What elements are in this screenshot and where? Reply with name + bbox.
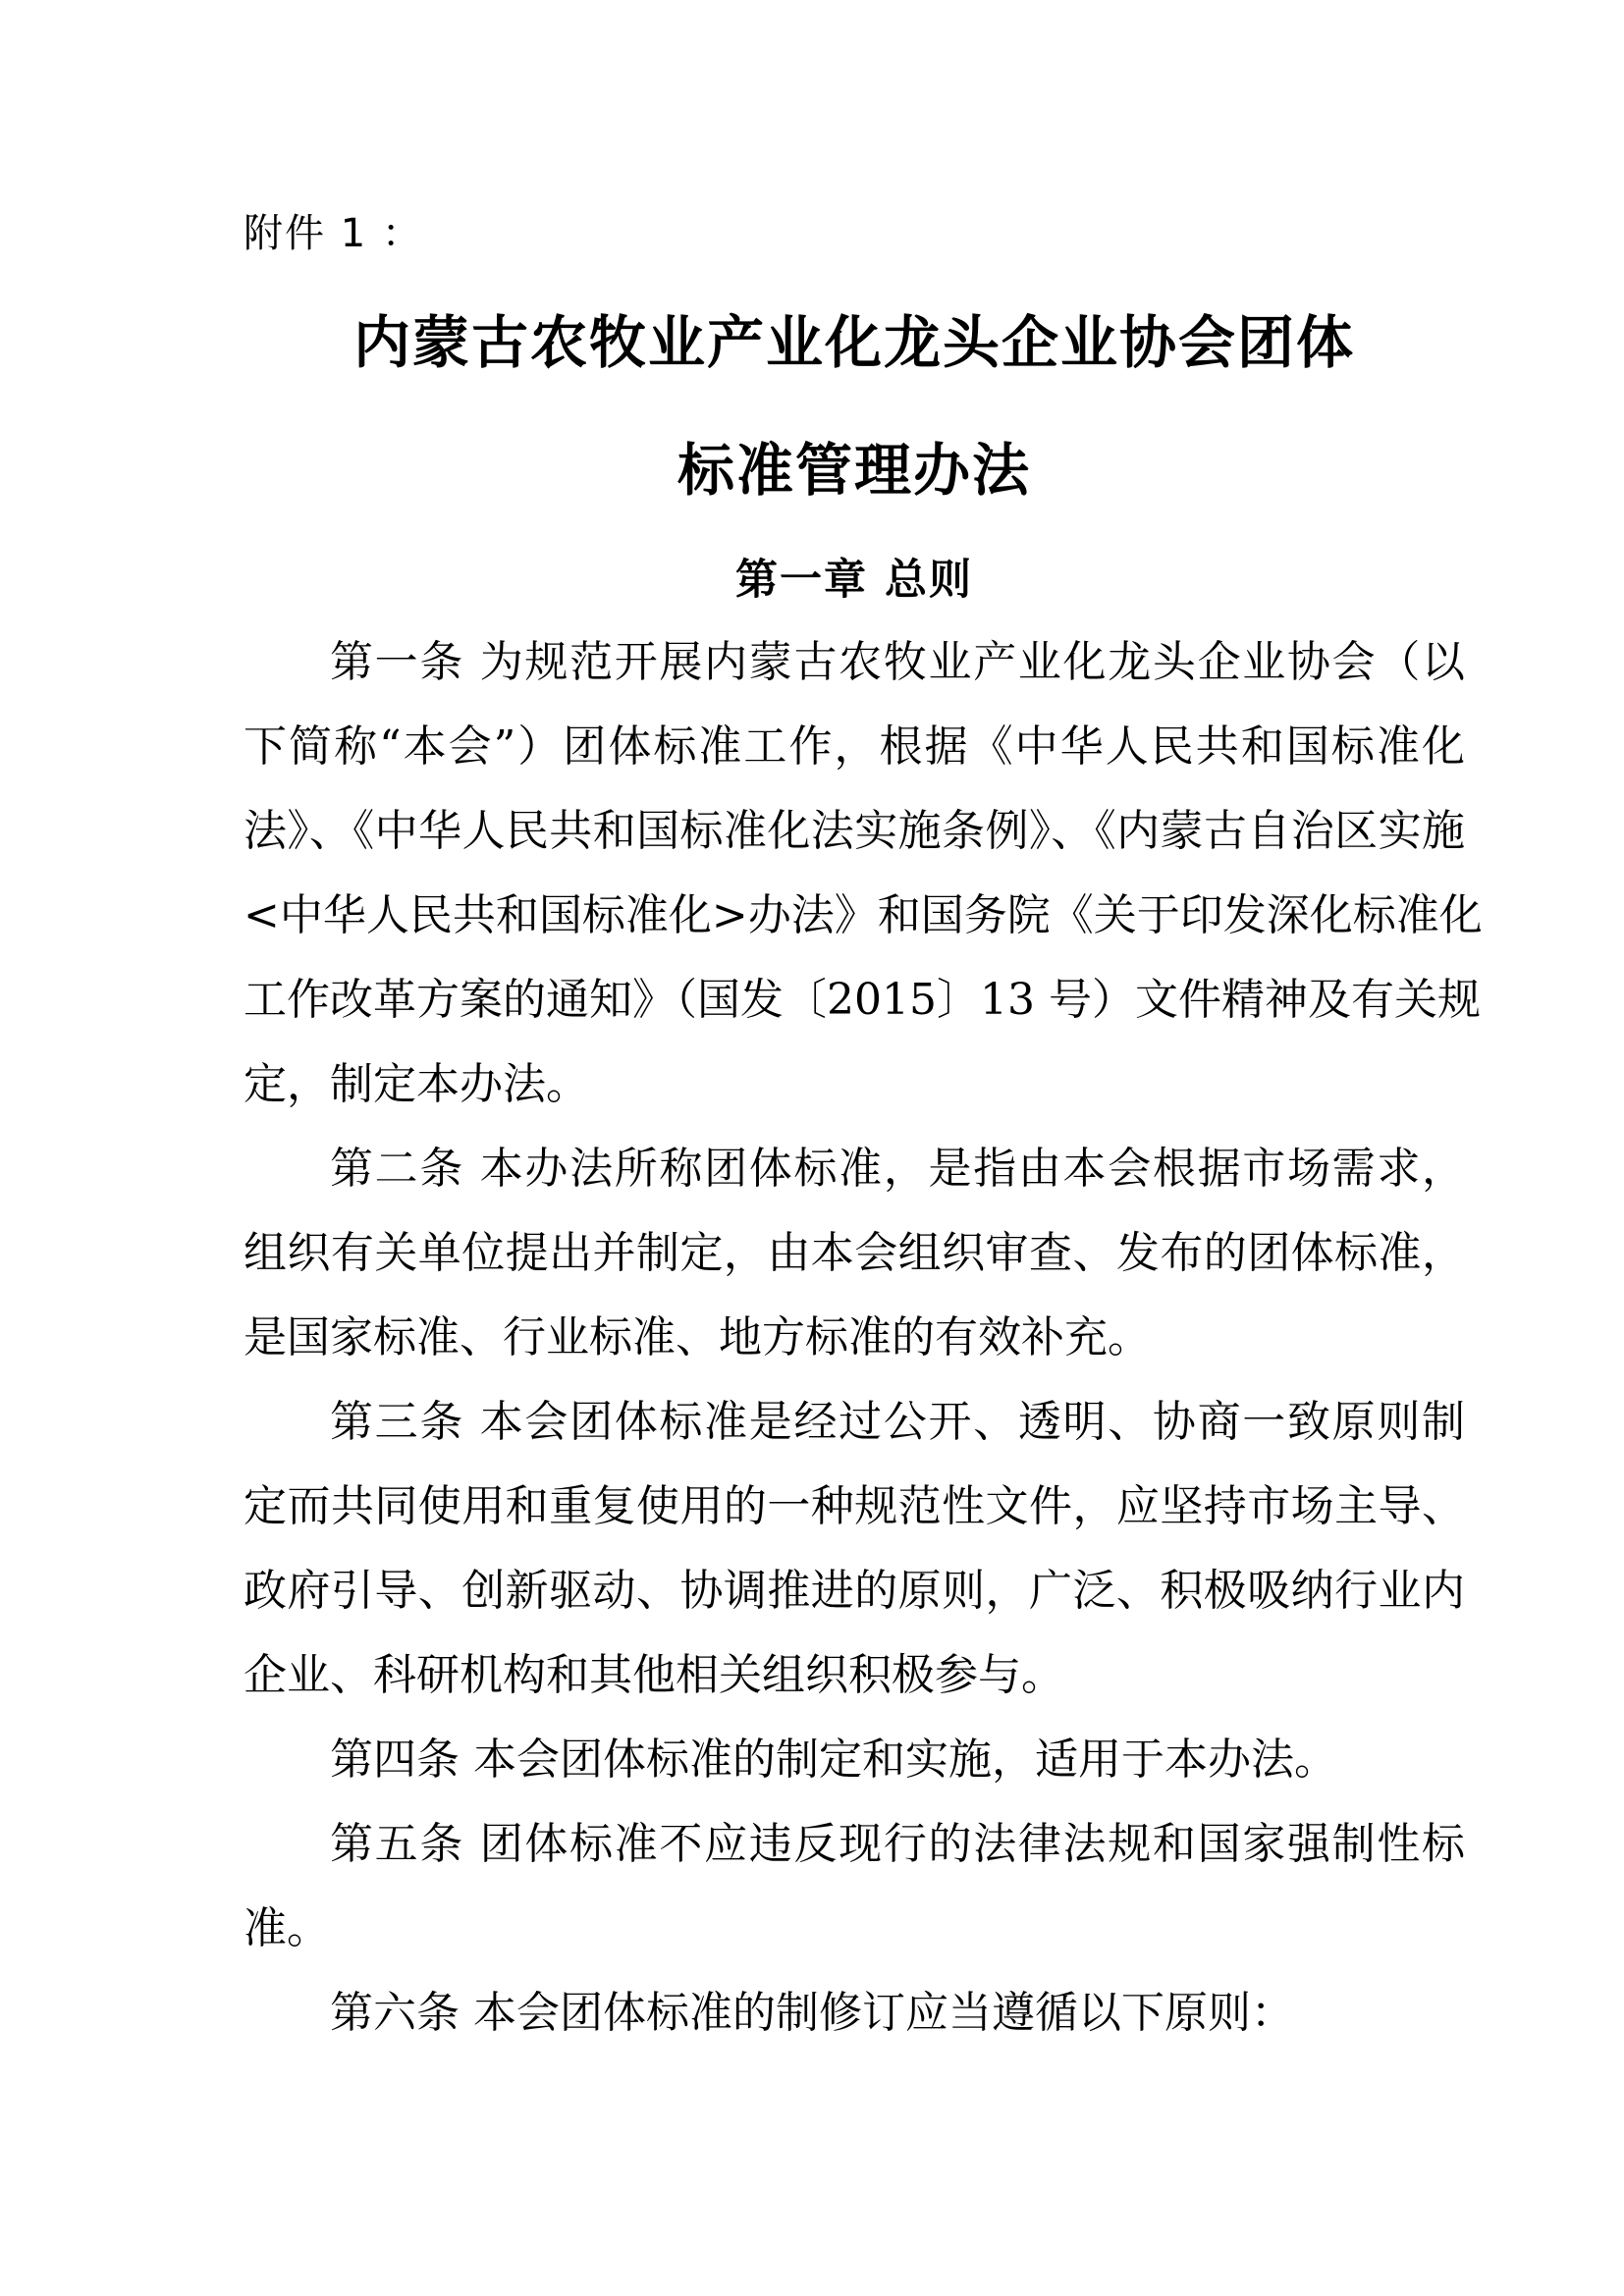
document-body xyxy=(244,620,1483,2056)
attachment-label: 附件 1 ： xyxy=(244,211,423,256)
body-line: 法》、《中华人民共和国标准化法实施条例》、《内蒙古自治区实施 xyxy=(244,806,1465,856)
body-line: 定而共同使用和重复使用的一种规范性文件，应坚持市场主导、 xyxy=(244,1481,1465,1531)
body-line: 第一条 为规范开展内蒙古农牧业产业化龙头企业协会（以 xyxy=(330,637,1465,687)
body-line: 第三条 本会团体标准是经过公开、透明、协商一致原则制 xyxy=(330,1397,1465,1447)
body-line: 定，制定本办法。 xyxy=(244,1059,589,1109)
body-line: 工作改革方案的通知》（国发〔2015〕13 号）文件精神及有关规 xyxy=(244,975,1481,1025)
body-line: 第六条 本会团体标准的制修订应当遵循以下原则： xyxy=(330,1988,1294,2038)
body-line: 准。 xyxy=(244,1903,330,1953)
body-line: <中华人民共和国标准化>办法》和国务院《关于印发深化标准化 xyxy=(244,890,1483,940)
document-title-line-2: 标准管理办法 xyxy=(677,437,1031,504)
body-line: 第四条 本会团体标准的制定和实施，适用于本办法。 xyxy=(330,1735,1337,1785)
body-line: 下简称“本会”）团体标准工作，根据《中华人民共和国标准化 xyxy=(244,721,1465,772)
body-line: 第五条 团体标准不应违反现行的法律法规和国家强制性标 xyxy=(330,1819,1465,1869)
body-line: 组织有关单位提出并制定，由本会组织审查、发布的团体标准， xyxy=(244,1228,1465,1278)
body-line: 政府引导、创新驱动、协调推进的原则，广泛、积极吸纳行业内 xyxy=(244,1566,1465,1616)
document-title-line-1: 内蒙古农牧业产业化龙头企业协会团体 xyxy=(352,309,1355,376)
body-line: 是国家标准、行业标准、地方标准的有效补充。 xyxy=(244,1312,1151,1362)
body-line: 企业、科研机构和其他相关组织积极参与。 xyxy=(244,1650,1064,1700)
body-line: 第二条 本办法所称团体标准，是指由本会根据市场需求， xyxy=(330,1144,1465,1194)
document-title xyxy=(244,279,1465,534)
chapter-heading: 第一章 总则 xyxy=(735,556,973,605)
